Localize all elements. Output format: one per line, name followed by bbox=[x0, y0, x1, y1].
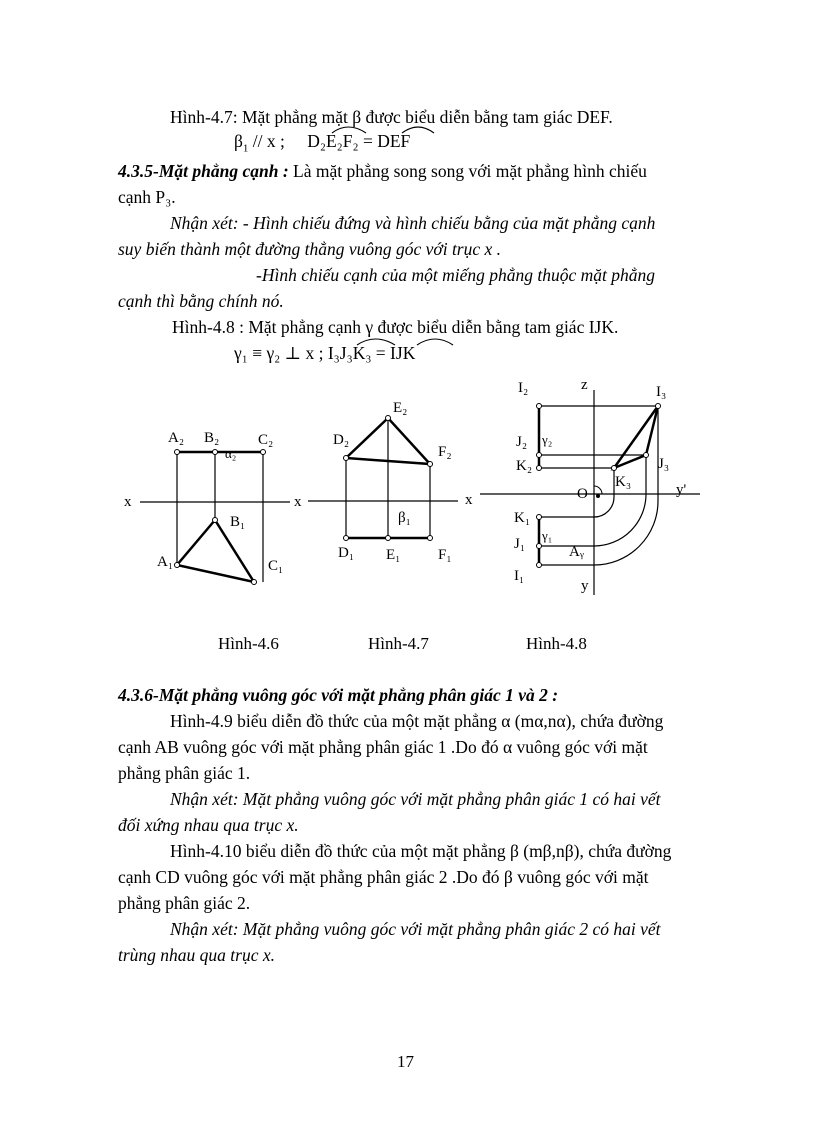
section-4-3-6-p2c: phẳng phân giác 2. bbox=[118, 893, 251, 913]
fig48-label-I1: I₁ bbox=[514, 568, 525, 584]
fig47-label-beta1: β₁ bbox=[398, 510, 411, 526]
section-4-3-6-r1a: Nhận xét: Mặt phẳng vuông góc với mặt phẳng phân giác 1 có hai vết bbox=[170, 789, 661, 809]
fig48-caption: Hình-4.8 bbox=[526, 634, 587, 653]
fig48-label-gamma1: γ₁ bbox=[542, 528, 553, 543]
formula-4-7-eq: D₂E₂F₂ = DEF bbox=[307, 131, 411, 151]
section-4-3-6-r1b: đối xứng nhau qua trục x. bbox=[118, 815, 299, 835]
fig48-label-I3: I₃ bbox=[656, 384, 667, 400]
section-4-3-5-line2: cạnh P₃. bbox=[118, 187, 176, 207]
fig46-label-B2: B₂ bbox=[204, 430, 220, 446]
section-4-3-6-p2b: cạnh CD vuông góc với mặt phẳng phân giác 2 .Do đó β vuông góc với mặt bbox=[118, 867, 649, 887]
fig47-label-x: x bbox=[294, 494, 302, 510]
fig48-label-z: z bbox=[581, 377, 588, 393]
fig48-label-K2: K₂ bbox=[516, 458, 533, 474]
fig46-label-x: x bbox=[124, 494, 132, 510]
section-4-3-6-r2b: trùng nhau qua trục x. bbox=[118, 945, 276, 965]
fig47-caption: Hình-4.7 bbox=[368, 634, 429, 653]
formula-4-8-arcs bbox=[355, 333, 465, 347]
caption-fig-4-8: Hình-4.8 : Mặt phẳng cạnh γ được biểu diễn bằng tam giác IJK. bbox=[172, 317, 619, 337]
section-4-3-5-line1 bbox=[118, 160, 647, 182]
fig46-label-A1: A₁ bbox=[157, 554, 174, 570]
fig48-label-x: x bbox=[465, 492, 473, 508]
caption-fig-4-7: Hình-4.7: Mặt phẳng mặt β được biểu diễn bằng tam giác DEF. bbox=[170, 107, 613, 127]
fig48-label-J2: J₂ bbox=[516, 434, 528, 450]
fig48-label-K1: K₁ bbox=[514, 510, 531, 526]
section-4-3-6-p1a: Hình-4.9 biểu diễn đồ thức của một mặt phẳng α (mα,nα), chứa đường bbox=[170, 711, 664, 731]
section-4-3-5-text: Là mặt phẳng song song với mặt phẳng hình chiếu bbox=[288, 161, 647, 181]
section-4-3-6-p1c: phẳng phân giác 1. bbox=[118, 763, 251, 783]
fig48-label-J3: J₃ bbox=[658, 456, 670, 472]
formula-4-7-rest: // x ; bbox=[248, 131, 285, 151]
remark-4-3-5-d: cạnh thì bằng chính nó. bbox=[118, 291, 284, 311]
fig48-label-Ay: Aᵧ bbox=[569, 544, 584, 560]
fig48-triangle bbox=[614, 406, 658, 468]
fig47-label-D1: D₁ bbox=[338, 545, 355, 561]
fig48-label-J1: J₁ bbox=[514, 536, 526, 552]
fig48-label-y-prime: y' bbox=[676, 482, 687, 498]
formula-4-8: γ₁ ≡ γ₂ ⊥ x ; I₃J₃K₃ = IJK bbox=[234, 343, 416, 363]
remark-4-3-5-a: Nhận xét: - Hình chiếu đứng và hình chiếu bằng của mặt phẳng cạnh bbox=[170, 213, 656, 233]
fig47-label-D2: D₂ bbox=[333, 432, 350, 448]
remark-4-3-5-b: suy biến thành một đường thẳng vuông góc với trục x . bbox=[118, 239, 502, 259]
fig47-label-E1: E₁ bbox=[386, 547, 401, 563]
section-4-3-6-heading: 4.3.6-Mặt phẳng vuông góc với mặt phẳng phân giác 1 và 2 : bbox=[118, 685, 559, 705]
figures-4-6-to-4-8 bbox=[0, 360, 816, 620]
section-4-3-6-p2a: Hình-4.10 biểu diễn đồ thức của một mặt phẳng β (mβ,nβ), chứa đường bbox=[170, 841, 672, 861]
fig46-label-A2: A₂ bbox=[168, 430, 185, 446]
fig46-label-alpha2: α₂ bbox=[225, 446, 237, 461]
fig47-label-E2: E₂ bbox=[393, 400, 408, 416]
fig46-caption: Hình-4.6 bbox=[218, 634, 279, 653]
section-4-3-5-heading: 4.3.5-Mặt phẳng cạnh : bbox=[118, 161, 289, 181]
section-4-3-6-p1b: cạnh AB vuông góc với mặt phẳng phân giác 1 .Do đó α vuông góc với mặt bbox=[118, 737, 648, 757]
fig48-label-I2: I₂ bbox=[518, 380, 529, 396]
page-number: 17 bbox=[397, 1052, 414, 1071]
remark-4-3-5-c: -Hình chiếu cạnh của một miếng phẳng thuộc mặt phẳng bbox=[256, 265, 656, 285]
fig46-label-C1: C₁ bbox=[268, 558, 284, 574]
fig47-label-F1: F₁ bbox=[438, 547, 452, 563]
formula-4-7-beta: β bbox=[234, 131, 243, 151]
fig48-label-K3: K₃ bbox=[615, 474, 632, 490]
fig48-label-O: O bbox=[577, 486, 588, 502]
fig46-label-C2: C₂ bbox=[258, 432, 274, 448]
fig48-label-gamma2: γ₂ bbox=[542, 432, 553, 447]
formula-4-7-sub: 1 bbox=[242, 142, 249, 155]
fig47-label-F2: F₂ bbox=[438, 444, 452, 460]
fig48-label-y: y bbox=[581, 578, 589, 594]
fig46-label-B1: B₁ bbox=[230, 514, 246, 530]
section-4-3-6-r2a: Nhận xét: Mặt phẳng vuông góc với mặt phẳng phân giác 2 có hai vết bbox=[170, 919, 661, 939]
formula-4-7-arcs bbox=[320, 121, 440, 135]
